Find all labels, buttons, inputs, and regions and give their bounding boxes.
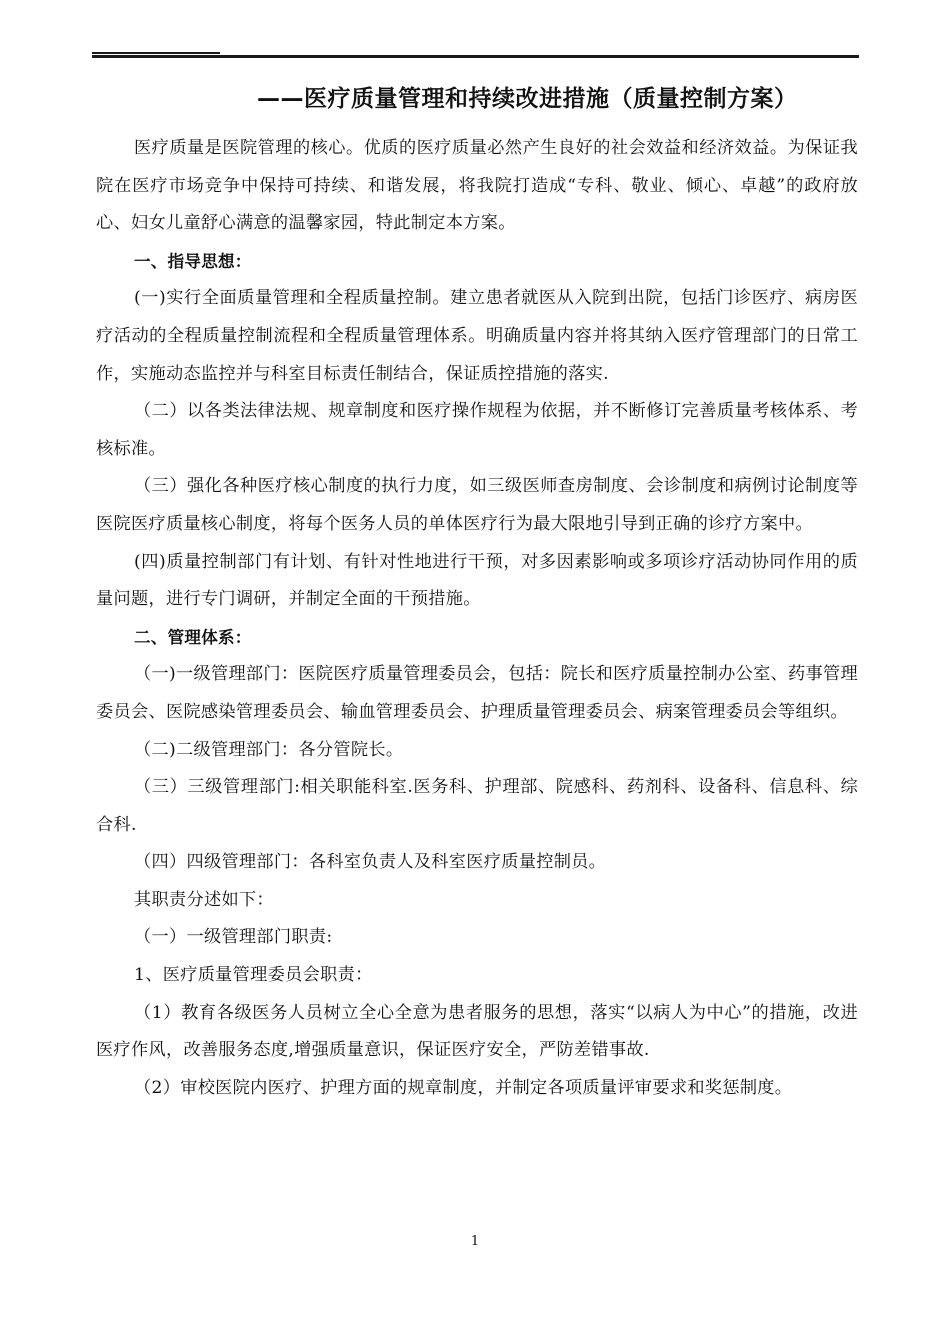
- paragraph-level-1: （一)一级管理部门：医院医疗质量管理委员会，包括：院长和医疗质量控制办公室、药事管理委员会、医院感染管理委员会、输血管理委员会、护理质量管理委员会、病案管理委员会等组织。: [96, 664, 858, 722]
- paragraph-principle-3: （三）强化各种医疗核心制度的执行力度，如三级医师查房制度、会诊制度和病例讨论制度等医院医疗质量核心制度，将每个医务人员的单体医疗行为最大限地引导到正确的诊疗方案中。: [96, 476, 858, 534]
- document-body: [96, 130, 858, 1107]
- page-number: 1: [470, 1234, 480, 1249]
- section-heading-guiding-principles: 一、指导思想：: [134, 251, 252, 271]
- section-heading-management-system: 二、管理体系：: [134, 627, 252, 647]
- document-title: ——医疗质量管理和持续改进措施（质量控制方案）: [257, 86, 798, 112]
- paragraph-committee-duties: 1、医疗质量管理委员会职责：: [134, 965, 373, 986]
- paragraph-level-3: （三）三级管理部门:相关职能科室.医务科、护理部、院感科、药剂科、设备科、信息科、综合科.: [96, 777, 858, 835]
- paragraph-duty-2: （2）审校医院内医疗、护理方面的规章制度，并制定各项质量评审要求和奖惩制度。: [134, 1077, 793, 1098]
- intro-paragraph: 医疗质量是医院管理的核心。优质的医疗质量必然产生良好的社会效益和经济效益。为保证我院在医疗市场竞争中保持可持续、和谐发展，将我院打造成“专科、敬业、倾心、卓越”的政府放心、妇女儿童舒心满意的温馨家园，特此制定本方案。: [96, 138, 858, 234]
- paragraph-principle-1: (一)实行全面质量管理和全程质量控制。建立患者就医从入院到出院，包括门诊医疗、病房医疗活动的全程质量控制流程和全程质量管理体系。明确质量内容并将其纳入医疗管理部门的日常工作，实施动态监控并与科室目标责任制结合，保证质控措施的落实.: [96, 288, 858, 384]
- paragraph-principle-2: （二）以各类法律法规、规章制度和医疗操作规程为依据，并不断修订完善质量考核体系、考核标准。: [96, 401, 858, 459]
- paragraph-duty-1: （1）教育各级医务人员树立全心全意为患者服务的思想，落实“以病人为中心”的措施，改进医疗作风，改善服务态度,增强质量意识，保证医疗安全，严防差错事故.: [96, 1002, 858, 1061]
- paragraph-level-1-duties: （一）一级管理部门职责:: [134, 927, 333, 948]
- paragraph-level-4: （四）四级管理部门：各科室负责人及科室医疗质量控制员。: [134, 852, 607, 873]
- paragraph-level-2: （二)二级管理部门：各分管院长。: [134, 739, 404, 760]
- paragraph-duties-intro: 其职责分述如下：: [134, 889, 274, 910]
- header-rule: [92, 55, 859, 58]
- paragraph-principle-4: (四)质量控制部门有计划、有针对性地进行干预，对多因素影响或多项诊疗活动协同作用的质量问题，进行专门调研，并制定全面的干预措施。: [96, 551, 858, 610]
- header-rule-mark: [92, 52, 220, 54]
